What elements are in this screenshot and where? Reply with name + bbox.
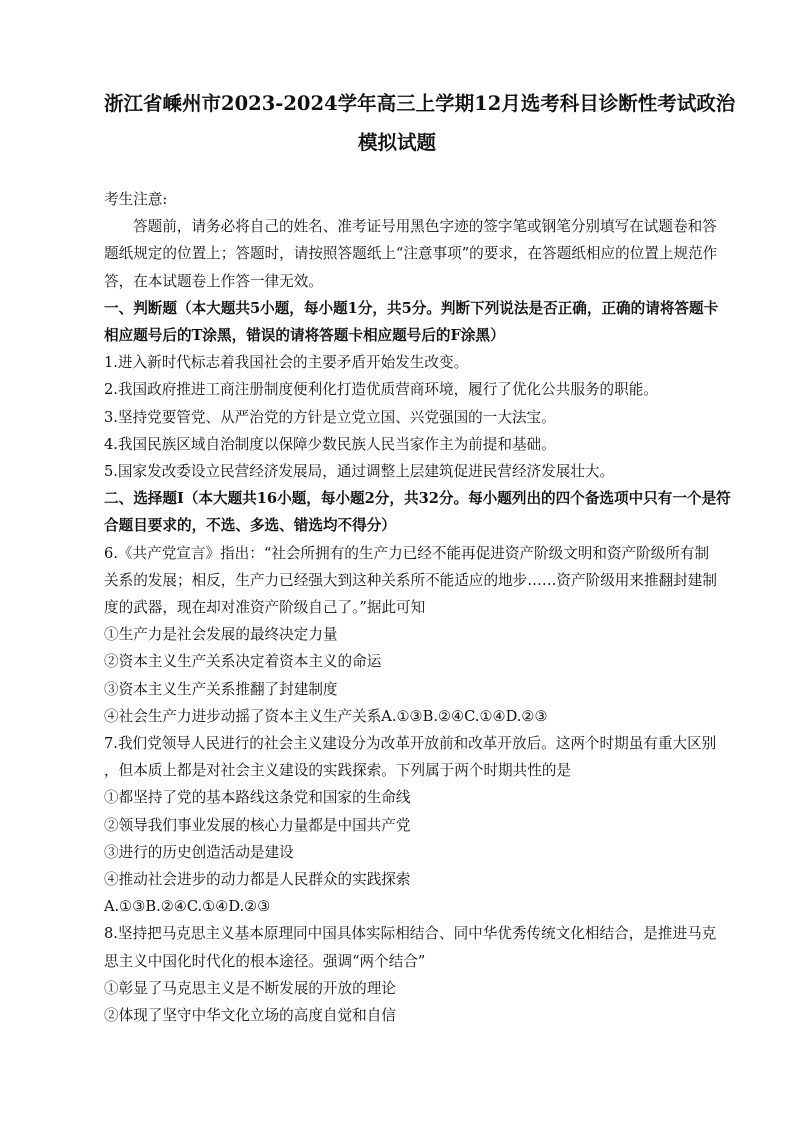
question-stem: ，但本质上都是对社会主义建设的实践探索。下列属于两个时期共性的是 xyxy=(104,762,572,780)
section-heading: 二、选择题I（本大题共16小题，每小题2分，共32分。每小题列出的四个备选项中只有一个是符 xyxy=(104,490,731,508)
question-option: ④推动社会进步的动力都是人民群众的实践探索 xyxy=(104,871,411,889)
question-stem: 7.我们党领导人民进行的社会主义建设分为改革开放前和改革开放后。这两个时期虽有重大区别 xyxy=(104,735,717,753)
notice-block xyxy=(104,186,718,295)
question-stem: 6.《共产党宣言》指出：“社会所拥有的生产力已经不能再促进资产阶级文明和资产阶级所有制 xyxy=(104,544,710,562)
question-option: ①彰显了马克思主义是不断发展的开放的理论 xyxy=(104,979,396,997)
question-option: ②体现了坚守中华文化立场的高度自觉和自信 xyxy=(104,1007,396,1025)
question-option: ①生产力是社会发展的最终决定力量 xyxy=(104,626,338,644)
question-item: 4.我国民族区域自治制度以保障少数民族人民当家作主为前提和基础。 xyxy=(104,435,556,453)
section-choice xyxy=(104,485,731,1029)
question-option: ③进行的历史创造活动是建设 xyxy=(104,843,294,861)
section-heading: 合题目要求的，不选、多选、错选均不得分） xyxy=(104,517,396,535)
section-judgment xyxy=(104,295,719,485)
question-item: 5.国家发改委设立民营经济发展局，通过调整上层建筑促进民营经济发展壮大。 xyxy=(104,463,615,481)
question-option: ②领导我们事业发展的核心力量都是中国共产党 xyxy=(104,816,411,834)
notice-heading: 考生注意: xyxy=(104,191,168,208)
notice-line: 答题前，请务必将自己的姓名、准考证号用黑色字迹的签字笔或钢笔分别填写在试题卷和答 xyxy=(133,218,717,236)
title-line-2: 模拟试题 xyxy=(357,131,436,154)
section-heading: 一、判断题（本大题共5小题，每小题1分，共5分。判断下列说法是否正确，正确的请将答题卡 xyxy=(104,299,719,317)
section-heading: 相应题号后的T涂黑，错误的请将答题卡相应题号后的F涂黑） xyxy=(104,327,505,345)
question-stem: 思主义中国化时代化的根本途径。强调“两个结合” xyxy=(104,952,426,970)
question-answer-choices: A.①③B.②④C.①④D.②③ xyxy=(104,898,271,916)
question-item: 2.我国政府推进工商注册制度便利化打造优质营商环境，履行了优化公共服务的职能。 xyxy=(104,381,658,399)
question-8 xyxy=(104,920,717,1029)
question-item: 1.进入新时代标志着我国社会的主要矛盾开始发生改变。 xyxy=(104,354,469,372)
question-option: ②资本主义生产关系决定着资本主义的命运 xyxy=(104,653,382,671)
title-line-1: 浙江省嵊州市2023-2024学年高三上学期12月选考科目诊断性考试政治 xyxy=(104,92,736,115)
notice-line: 答，在本试题卷上作答一律无效。 xyxy=(104,272,323,290)
question-item: 3.坚持党要管党、从严治党的方针是立党立国、兴党强国的一大法宝。 xyxy=(104,408,556,426)
question-stem: 度的武器，现在却对准资产阶级自己了。”据此可知 xyxy=(104,599,426,617)
notice-line: 题纸规定的位置上；答题时，请按照答题纸上“注意事项”的要求，在答题纸相应的位置上规范作 xyxy=(104,245,718,263)
page-title xyxy=(104,84,736,162)
question-7 xyxy=(104,730,717,920)
question-stem: 关系的发展；相反，生产力已经强大到这种关系所不能适应的地步……资产阶级用来推翻封建制 xyxy=(104,571,717,589)
question-option: ③资本主义生产关系推翻了封建制度 xyxy=(104,680,338,698)
question-option: ④社会生产力进步动摇了资本主义生产关系A.①③B.②④C.①④D.②③ xyxy=(104,707,548,725)
question-6 xyxy=(104,540,717,730)
question-stem: 8.坚持把马克思主义基本原理同中国具体实际相结合、同中华优秀传统文化相结合，是推进马克 xyxy=(104,925,717,943)
question-option: ①都坚持了党的基本路线这条党和国家的生命线 xyxy=(104,789,411,807)
